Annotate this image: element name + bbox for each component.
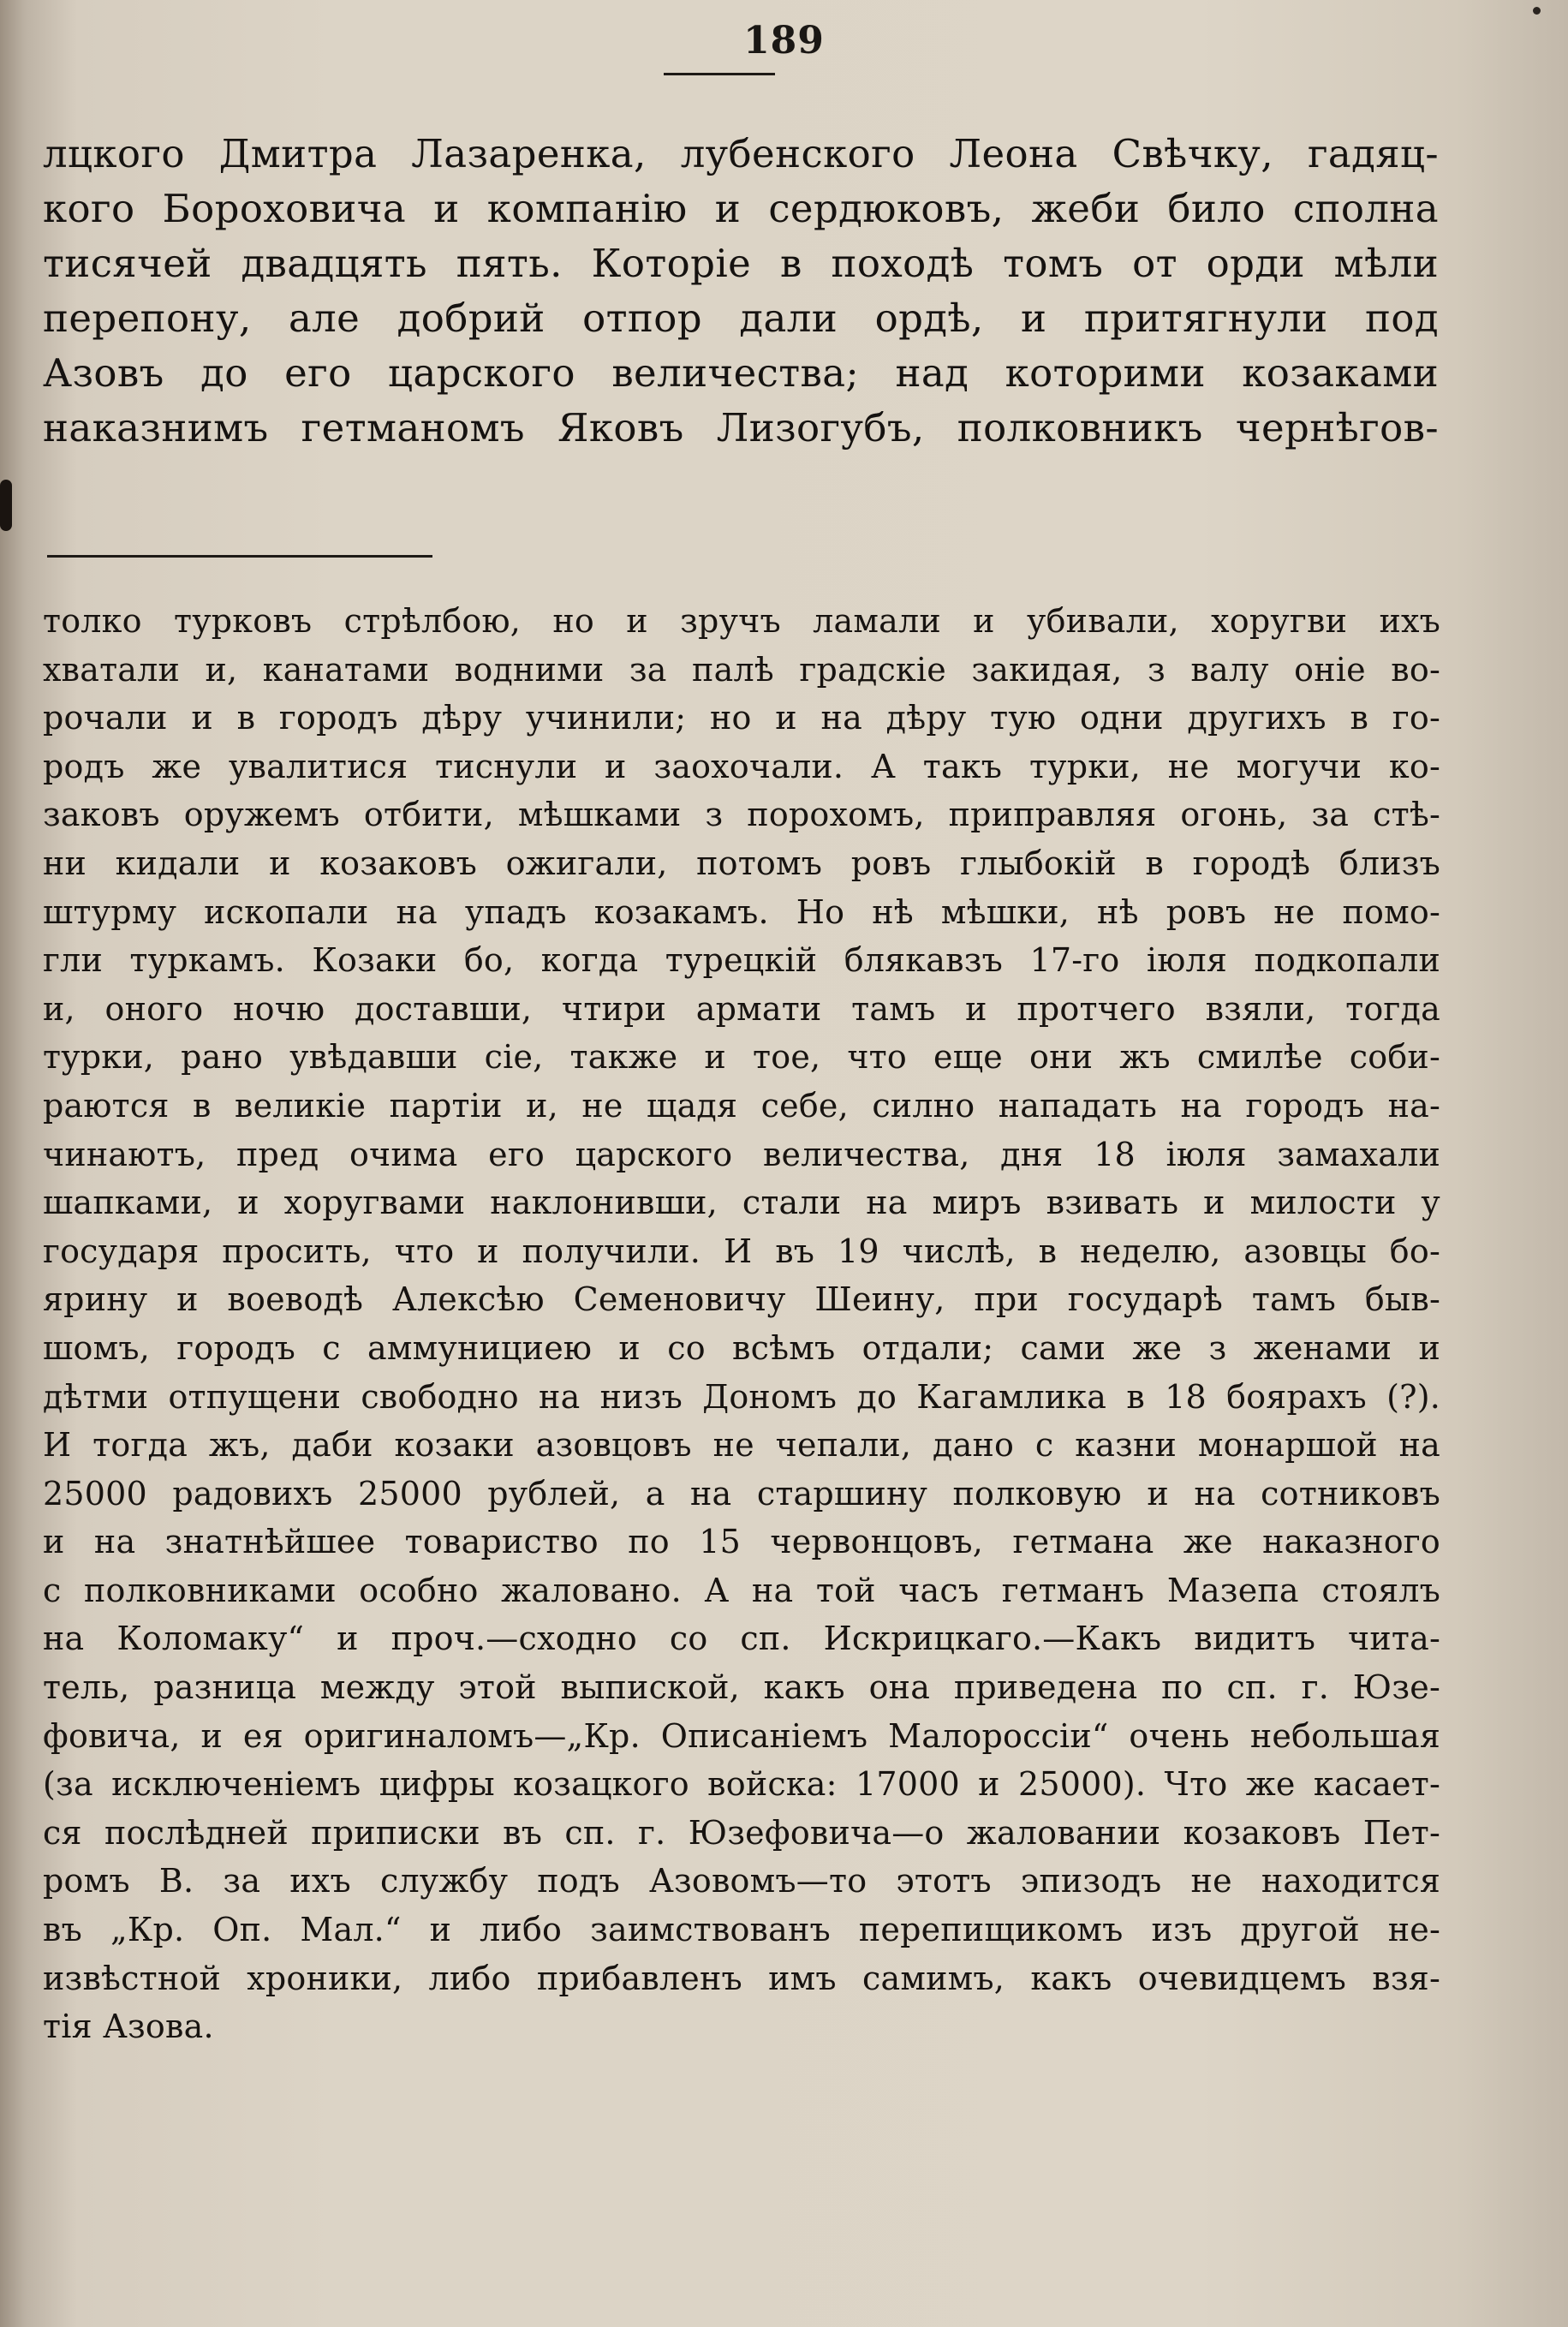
main-text-line: тисячей двадцять пять. Которіе в походѣ томъ от орди мѣли xyxy=(43,241,1439,286)
footnote-line: гли туркамъ. Козаки бо, когда турецкій блякавзъ 17-го іюля подкопали xyxy=(43,941,1440,980)
footnote-line: дѣтми отпущени свободно на низъ Дономъ до Кагамлика в 18 боярахъ (?). xyxy=(43,1377,1440,1416)
footnote-line: заковъ оружемъ отбити, мѣшками з порохомъ, приправляя огонь, за стѣ- xyxy=(43,796,1440,834)
footnote-line: государя просить, что и получили. И въ 19 числѣ, в неделю, азовцы бо- xyxy=(43,1232,1440,1270)
main-text-line: лцкого Дмитра Лазаренка, лубенского Леона Свѣчку, гадяц- xyxy=(43,131,1439,176)
footnote-line: родъ же увалитися тиснули и заохочали. А такъ турки, не могучи ко- xyxy=(43,747,1440,785)
footnote-line: шомъ, городъ с аммунициею и со всѣмъ отдали; сами же з женами и xyxy=(43,1328,1440,1367)
footnote-line: на Коломаку“ и проч.—сходно со сп. Искрицкаго.—Какъ видитъ чита- xyxy=(43,1620,1440,1658)
footnote-line: с полковниками особно жаловано. А на той часъ гетманъ Мазепа стоялъ xyxy=(43,1571,1440,1609)
footnote-line: и на знатнѣйшее товариство по 15 червонцовъ, гетмана же наказного xyxy=(43,1523,1440,1561)
footnote-line: тель, разница между этой выпиской, какъ она приведена по сп. г. Юзе- xyxy=(43,1668,1440,1707)
footnote-line: штурму ископали на упадъ козакамъ. Но нѣ мѣшки, нѣ ровъ не помо- xyxy=(43,892,1440,931)
ink-spot xyxy=(1533,7,1541,15)
footnote-line: раются в великіе партіи и, не щадя себе, силно нападать на городъ на- xyxy=(43,1086,1440,1125)
main-text-block xyxy=(43,127,1439,456)
main-text-line: наказнимъ гетманомъ Яковъ Лизогубъ, полковникъ чернѣгов- xyxy=(43,405,1439,450)
footnote-line: (за исключеніемъ цифры козацкого войска: 17000 и 25000). Что же касает- xyxy=(43,1765,1440,1804)
page-number-rule xyxy=(664,73,775,75)
main-text-line: Азовъ до его царского величества; над которими козаками xyxy=(43,350,1439,396)
footnote-block xyxy=(43,597,1440,2051)
binding-mark xyxy=(0,480,12,531)
main-text-line: кого Бороховича и компанію и сердюковъ, жеби било сполна xyxy=(43,186,1439,231)
footnote-line: ни кидали и козаковъ ожигали, потомъ ровъ глыбокій в городѣ близъ xyxy=(43,844,1440,882)
main-text-line: перепону, але добрий отпор дали ордѣ, и притягнули под xyxy=(43,295,1439,341)
footnote-line: тія Азова. xyxy=(43,2008,214,2046)
footnote-line: въ „Кр. Оп. Мал.“ и либо заимствованъ перепищикомъ изъ другой не- xyxy=(43,1911,1440,1949)
footnote-separator xyxy=(47,555,432,558)
footnote-line: фовича, и ея оригиналомъ—„Кр. Описаніемъ Малороссіи“ очень небольшая xyxy=(43,1716,1440,1755)
footnote-line: И тогда жъ, даби козаки азовцовъ не чепали, дано с казни монаршой на xyxy=(43,1426,1440,1465)
footnote-line: рочали и в городъ дѣру учинили; но и на дѣру тую одни другихъ в го- xyxy=(43,699,1440,737)
footnote-line: хватали и, канатами водними за палѣ градскіе закидая, з валу оніе во- xyxy=(43,650,1440,689)
footnote-line: ярину и воеводѣ Алексѣю Семеновичу Шеину, при государѣ тамъ быв- xyxy=(43,1280,1440,1319)
page-number: 189 xyxy=(743,19,825,63)
footnote-line: турки, рано увѣдавши сіе, также и тое, что еще они жъ смилѣе соби- xyxy=(43,1038,1440,1077)
footnote-line: 25000 радовихъ 25000 рублей, а на старшину полковую и на сотниковъ xyxy=(43,1474,1440,1513)
footnote-line: толко турковъ стрѣлбою, но и зручъ ламали и убивали, хоругви ихъ xyxy=(43,602,1440,640)
footnote-line: извѣстной хроники, либо прибавленъ имъ самимъ, какъ очевидцемъ взя- xyxy=(43,1959,1440,1997)
footnote-line: шапками, и хоругвами наклонивши, стали на миръ взивать и милости у xyxy=(43,1184,1440,1222)
footnote-line: ся послѣдней приписки въ сп. г. Юзефовича—о жаловании козаковъ Пет- xyxy=(43,1813,1440,1852)
footnote-line: чинаютъ, пред очима его царского величества, дня 18 іюля замахали xyxy=(43,1135,1440,1173)
footnote-line: ромъ В. за ихъ службу подъ Азовомъ—то этотъ эпизодъ не находится xyxy=(43,1862,1440,1900)
footnote-line: и, оного ночю доставши, чтири армати тамъ и протчего взяли, тогда xyxy=(43,989,1440,1028)
